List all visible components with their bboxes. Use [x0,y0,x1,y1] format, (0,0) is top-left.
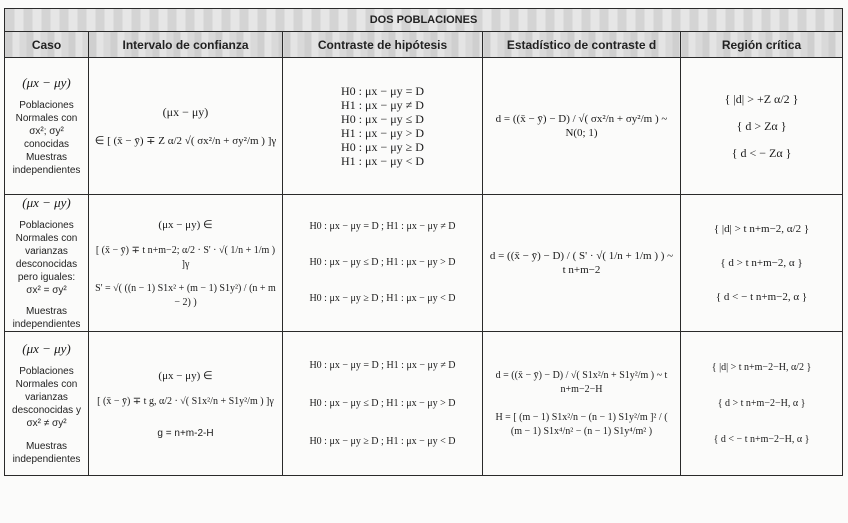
region-line: { |d| > t n+m−2, α/2 } [713,223,810,235]
hypothesis-line: H1 : μx − μy > D [340,126,425,140]
desc-line: σx² ≠ σy² [26,418,67,429]
header-estadistico: Estadístico de contraste d [483,32,681,58]
desc-line: σx² = σy² [26,285,67,296]
table-row [5,58,843,195]
header-region: Región crítica [681,32,843,58]
critical-region-cell [681,58,843,195]
hypothesis-line: H0 : μx − μy ≤ D [341,112,424,126]
statistic-cell [483,195,681,332]
desc-line: Muestras [25,306,68,317]
hypothesis-line: H0 : μx − μy ≥ D ; H1 : μx − μy < D [309,293,456,304]
region-line: { d > t n+m−2, α } [720,257,803,269]
confidence-interval-cell [89,332,283,476]
desc-line: independientes [12,165,81,176]
parameter: (μx − μy) [22,195,71,210]
formula-line: H = [ (m − 1) S1x²/n − (n − 1) S1y²/m ]² / ( (m − 1) S1x⁴/n² − (n − 1) S1y⁴/m² ) [495,411,668,437]
critical-region-cell [681,332,843,476]
two-populations-table [4,8,843,476]
hypothesis-line: H0 : μx − μy ≥ D [341,140,424,154]
desc-line: pero iguales: [17,272,76,283]
parameter: (μx − μy) [22,341,71,356]
hypothesis-line: H0 : μx − μy = D ; H1 : μx − μy ≠ D [309,359,456,371]
critical-region-cell [681,195,843,332]
desc-line: Muestras [25,152,68,163]
hypothesis-line: H0 : μx − μy = D ; H1 : μx − μy ≠ D [309,221,456,232]
hypothesis-line: H0 : μx − μy ≤ D ; H1 : μx − μy > D [309,397,456,409]
hypothesis-cell [283,195,483,332]
hypothesis-line: H0 : μx − μy ≤ D ; H1 : μx − μy > D [309,257,456,268]
caso-cell [5,332,89,476]
desc-line: desconocidas y [12,405,81,416]
header-caso: Caso [5,32,89,58]
confidence-interval-cell [89,58,283,195]
table-row [5,195,843,332]
desc-line: σx²; σy² [29,126,64,137]
desc-line: independientes [12,319,81,330]
formula-line: (μx − μy) ∈ [158,369,213,382]
hypothesis-line: H1 : μx − μy < D [340,154,425,168]
hypothesis-cell [283,58,483,195]
hypothesis-line: H0 : μx − μy ≥ D ; H1 : μx − μy < D [309,435,456,447]
desc-line: Normales con [15,113,78,124]
hypothesis-line: H1 : μx − μy ≠ D [341,98,424,112]
confidence-interval-cell [89,195,283,332]
region-line: { |d| > +Z α/2 } [724,91,799,106]
desc-line: Poblaciones [19,220,74,231]
hypothesis-cell [283,332,483,476]
region-line: { d > t n+m−2−H, α } [717,397,806,409]
desc-line: Poblaciones [19,366,74,377]
desc-line: Normales con [15,233,78,244]
table-title: DOS POBLACIONES [5,9,843,32]
desc-line: varianzas [25,392,68,403]
region-line: { d < − Zα } [731,145,792,160]
caso-cell [5,195,89,332]
case-description [5,99,88,177]
header-intervalo: Intervalo de confianza [89,32,283,58]
desc-line: desconocidas [15,259,78,270]
formula-line: d = ((x̄ − ȳ) − D) / ( S' · √( 1/n + 1/m ) ) ~ t n+m−2 [489,250,674,276]
region-line: { d < − t n+m−2, α } [715,291,808,303]
desc-line: independientes [12,454,81,465]
statistic-cell [483,58,681,195]
desc-line: varianzas [25,246,68,257]
region-line: { d > Zα } [736,118,787,133]
formula-line: d = ((x̄ − ȳ) − D) / √( σx²/n + σy²/m ) ~ N(0; 1) [495,113,668,139]
statistic-cell [483,332,681,476]
formula-line: [ (x̄ − ȳ) ∓ t n+m−2; α/2 · S' · √( 1/n + 1/m ) ]γ [95,245,276,270]
case-description [5,219,88,331]
formula-line: (μx − μy) [162,104,209,119]
desc-line: Muestras [25,441,68,452]
formula-line: g = n+m-2-H [157,427,214,439]
formula-line: [ (x̄ − ȳ) ∓ t g, α/2 · √( S1x²/n + S1y²/m ) ]γ [97,395,274,407]
header-contraste: Contraste de hipótesis [283,32,483,58]
region-line: { |d| > t n+m−2−H, α/2 } [711,361,812,373]
formula-line: (μx − μy) ∈ [158,219,213,231]
formula-line: S' = √( ((n − 1) S1x² + (m − 1) S1y²) / (n + m − 2) ) [95,283,276,308]
parameter: (μx − μy) [22,75,71,90]
caso-cell [5,58,89,195]
formula-line: ∈ [ (x̄ − ȳ) ∓ Z α/2 √( σx²/n + σy²/m ) ]γ [94,134,277,147]
hypothesis-line: H0 : μx − μy = D [340,84,425,98]
case-description [5,365,88,466]
formula-line: d = ((x̄ − ȳ) − D) / √( S1x²/n + S1y²/m ) ~ t n+m−2−H [495,369,668,395]
table-row [5,332,843,476]
desc-line: Poblaciones [19,100,74,111]
desc-line: conocidas [23,139,70,150]
region-line: { d < − t n+m−2−H, α } [713,433,810,445]
desc-line: Normales con [15,379,78,390]
